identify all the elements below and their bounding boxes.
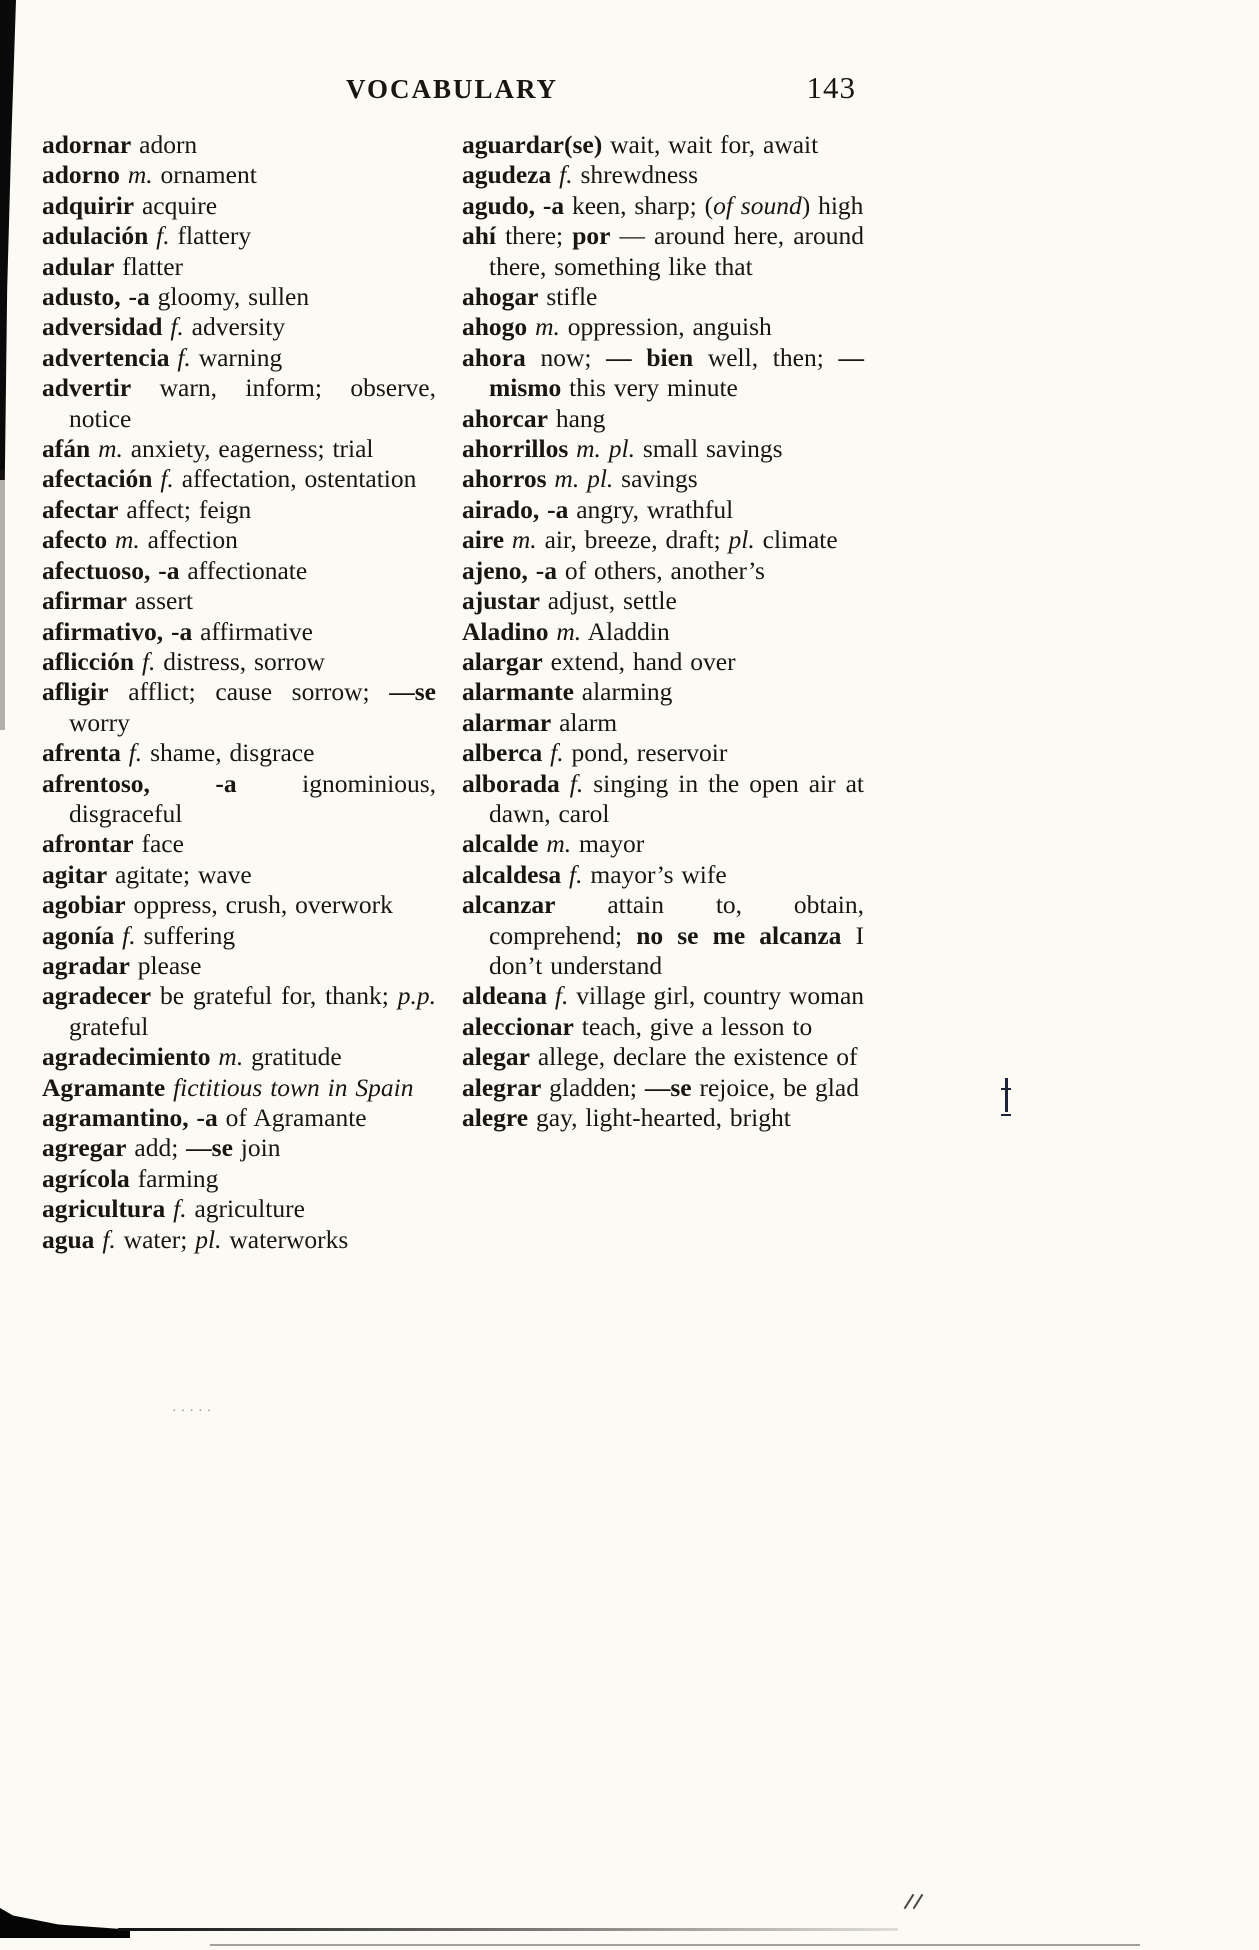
definition-text	[121, 738, 129, 767]
headword: alcanzar	[462, 890, 556, 920]
running-head	[42, 70, 862, 110]
dictionary-entry	[42, 829, 436, 859]
headword: alargar	[462, 646, 543, 676]
headword: afectación	[42, 464, 153, 494]
definition-text: now;	[525, 342, 607, 372]
grammar-label: f.	[156, 221, 170, 251]
headword: aleccionar	[462, 1011, 574, 1041]
dictionary-entry	[462, 586, 864, 616]
definition-text: hang	[547, 403, 606, 433]
definition-text	[165, 1194, 173, 1223]
definition-text: extend, hand over	[542, 646, 736, 676]
vocabulary-text-block	[42, 130, 864, 1255]
dictionary-entry	[42, 738, 436, 768]
grammar-label: m.	[127, 160, 153, 190]
definition-text: gloomy, sullen	[149, 282, 310, 312]
definition-text: mayor	[571, 829, 645, 859]
dictionary-entry	[462, 160, 864, 190]
headword: aflicción	[42, 646, 135, 676]
dictionary-entry	[42, 191, 436, 221]
headword: agramantino, -a	[42, 1103, 218, 1132]
definition-text: there;	[496, 221, 573, 251]
headword: — bien	[606, 342, 694, 372]
left-column	[42, 130, 436, 1255]
dictionary-entry	[462, 556, 864, 586]
definition-text: pond, reservoir	[563, 738, 728, 768]
definition-text: I don’t understand	[489, 920, 864, 980]
grammar-label: fictitious town in Spain	[173, 1072, 414, 1102]
definition-text: ornament	[152, 160, 257, 190]
definition-text: add;	[126, 1133, 187, 1163]
grammar-label: m.	[556, 616, 582, 646]
right-column	[462, 130, 864, 1255]
headword: adorno	[42, 160, 120, 190]
dictionary-entry	[42, 252, 436, 282]
dictionary-entry	[42, 343, 436, 373]
definition-text: wait, wait for, await	[602, 130, 819, 159]
definition-text: attain to, obtain, comprehend;	[489, 890, 864, 950]
definition-text: affectation, ostentation	[173, 464, 417, 494]
definition-text	[560, 769, 570, 798]
definition-text: angry, wrathful	[568, 494, 734, 524]
headword: agobiar	[42, 890, 126, 920]
definition-text: affection	[139, 525, 238, 555]
grammar-label: f.	[177, 342, 191, 372]
grammar-label: m.	[546, 829, 572, 859]
headword: agrícola	[42, 1163, 130, 1193]
definition-text: affect; feign	[118, 494, 252, 524]
definition-text: small savings	[635, 434, 783, 464]
dictionary-entry	[42, 495, 436, 525]
headword: afectuoso, -a	[42, 555, 180, 585]
dictionary-entry	[42, 373, 436, 434]
definition-text: assert	[126, 586, 193, 616]
definition-text: please	[129, 950, 202, 980]
definition-text: waterworks	[221, 1224, 349, 1254]
headword: advertencia	[42, 342, 170, 372]
dictionary-entry	[42, 1042, 436, 1072]
dictionary-entry	[462, 495, 864, 525]
grammar-label: pl.	[728, 525, 755, 555]
dictionary-entry	[462, 434, 864, 464]
definition-text: adjust, settle	[539, 586, 677, 616]
definition-text: singing in the open air at dawn, carol	[489, 768, 865, 828]
dictionary-entry	[462, 677, 864, 707]
definition-text: stifle	[538, 282, 598, 312]
headword: adversidad	[42, 312, 163, 342]
definition-text	[561, 860, 569, 889]
definition-text	[527, 312, 535, 341]
dictionary-entry	[462, 1042, 864, 1072]
grammar-label: p.p.	[397, 981, 436, 1011]
headword: por	[572, 221, 611, 251]
dictionary-entry	[462, 617, 864, 647]
headword: adulación	[42, 221, 149, 251]
definition-text: gladden;	[541, 1072, 645, 1102]
definition-text: flattery	[169, 221, 252, 251]
definition-text: grateful	[69, 1011, 149, 1041]
definition-text: ignominious, disgraceful	[69, 768, 436, 828]
headword: —se	[389, 677, 436, 707]
definition-text: anxiety, eagerness; trial	[122, 434, 374, 464]
definition-text: ) high	[801, 190, 864, 220]
headword: alarmante	[462, 677, 574, 707]
definition-text	[551, 160, 559, 189]
dictionary-entry	[42, 1073, 436, 1103]
definition-text	[547, 981, 555, 1010]
headword: alegre	[462, 1103, 529, 1132]
definition-text: agitate; wave	[107, 859, 252, 889]
headword: aguardar(se)	[462, 130, 603, 159]
headword: afecto	[42, 525, 108, 555]
headword: ahogar	[462, 282, 539, 312]
definition-text: agriculture	[186, 1194, 305, 1224]
headword: agradecimiento	[42, 1042, 211, 1072]
page-number: 143	[806, 70, 856, 105]
dictionary-entry	[42, 769, 436, 830]
dictionary-entry	[42, 464, 436, 494]
definition-text: affirmative	[192, 616, 313, 646]
dictionary-entry	[42, 860, 436, 890]
dictionary-entry	[42, 1225, 436, 1255]
headword: adular	[42, 251, 115, 281]
dictionary-entry	[42, 525, 436, 555]
definition-text: rejoice, be glad	[691, 1072, 859, 1102]
definition-text: — around here, around there, something like that	[489, 221, 864, 281]
dictionary-entry	[42, 677, 436, 738]
headword: agricultura	[42, 1194, 166, 1224]
headword: adornar	[42, 130, 132, 159]
dictionary-entry	[42, 1103, 436, 1133]
headword: ahorcar	[462, 403, 548, 433]
dictionary-entry	[42, 1133, 436, 1163]
definition-text: gratitude	[243, 1042, 342, 1072]
dictionary-entry	[42, 617, 436, 647]
headword: alegrar	[462, 1072, 542, 1102]
definition-text: well, then;	[693, 342, 839, 372]
definition-text	[542, 738, 550, 767]
grammar-label: pl.	[195, 1224, 222, 1254]
grammar-label: f.	[170, 312, 184, 342]
definition-text: adversity	[183, 312, 286, 342]
headword: ahorrillos	[462, 434, 569, 464]
scan-binding-shadow-fade	[0, 470, 5, 730]
definition-text: distress, sorrow	[155, 646, 325, 676]
grammar-label: m.	[218, 1042, 244, 1072]
pencil-slash-marks	[900, 1893, 930, 1913]
grammar-label: m.	[535, 312, 560, 342]
dictionary-entry	[462, 312, 864, 342]
dictionary-entry	[42, 282, 436, 312]
dictionary-entry	[42, 160, 436, 190]
margin-pen-mark	[1001, 1078, 1011, 1118]
definition-text: water;	[115, 1224, 196, 1254]
definition-text	[120, 160, 128, 189]
dictionary-entry	[42, 312, 436, 342]
definition-text: acquire	[134, 190, 218, 220]
headword: no se me alcanza	[636, 920, 842, 950]
grammar-label: f.	[559, 160, 573, 190]
dictionary-entry	[462, 464, 864, 494]
headword: agonía	[42, 920, 115, 950]
headword: agradar	[42, 950, 130, 980]
headword: agregar	[42, 1133, 127, 1163]
headword: afectar	[42, 494, 119, 524]
headword: advertir	[42, 373, 132, 403]
scan-bottom-shadow	[0, 1908, 130, 1938]
grammar-label: f.	[554, 981, 569, 1011]
dictionary-entry	[42, 130, 436, 160]
dictionary-entry	[462, 708, 864, 738]
dictionary-entry	[462, 738, 864, 768]
dictionary-entry	[462, 1012, 864, 1042]
definition-text: gay, light-hearted, bright	[528, 1103, 791, 1132]
definition-text: of Agramante	[217, 1103, 367, 1132]
dictionary-entry	[42, 890, 436, 920]
headword: afrenta	[42, 738, 121, 768]
headword: afrentoso, -a	[42, 768, 237, 798]
definition-text: oppression, anguish	[559, 312, 772, 342]
dictionary-entry	[462, 404, 864, 434]
headword: afirmar	[42, 586, 127, 616]
headword: alberca	[462, 738, 543, 768]
headword: Agramante	[42, 1072, 166, 1102]
dictionary-entry	[42, 981, 436, 1042]
grammar-label: m. pl.	[554, 464, 614, 494]
dictionary-entry	[462, 282, 864, 312]
definition-text	[134, 647, 142, 676]
dictionary-entry	[462, 829, 864, 859]
definition-text: allege, declare the existence of	[529, 1042, 858, 1072]
definition-text: warning	[190, 342, 283, 372]
grammar-label: f.	[128, 738, 143, 768]
headword: ajeno, -a	[462, 555, 557, 585]
headword: agitar	[42, 859, 108, 889]
definition-text: oppress, crush, overwork	[125, 890, 393, 920]
grammar-label: m. pl.	[576, 434, 635, 464]
definition-text: air, breeze, draft;	[536, 525, 729, 555]
headword: alarmar	[462, 707, 552, 737]
definition-text	[504, 525, 512, 554]
headword: ahí	[462, 221, 497, 251]
definition-text: shame, disgrace	[142, 738, 315, 768]
definition-text: join	[232, 1133, 281, 1163]
headword: alegar	[462, 1042, 530, 1072]
grammar-label: f.	[122, 920, 136, 950]
grammar-label: m.	[98, 434, 123, 464]
grammar-label: f.	[550, 738, 564, 768]
definition-text: alarming	[573, 677, 673, 707]
grammar-label: m.	[115, 525, 140, 555]
definition-text	[148, 221, 156, 250]
dictionary-entry	[462, 221, 864, 282]
definition-text	[165, 1073, 173, 1102]
headword: afrontar	[42, 829, 134, 859]
definition-text	[568, 434, 576, 463]
headword: — mismo	[489, 342, 864, 403]
headword: aire	[462, 525, 505, 555]
dictionary-entry	[42, 951, 436, 981]
headword: aldeana	[462, 981, 548, 1011]
headword: ajustar	[462, 586, 540, 616]
grammar-label: f.	[160, 464, 174, 494]
headword: alcaldesa	[462, 859, 562, 889]
grammar-label: of sound	[713, 190, 802, 220]
grammar-label: f.	[141, 646, 156, 676]
grammar-label: f.	[569, 859, 583, 889]
definition-text: suffering	[135, 920, 236, 950]
dictionary-entry	[462, 890, 864, 981]
dictionary-entry	[42, 1164, 436, 1194]
definition-text: farming	[129, 1163, 219, 1193]
headword: agradecer	[42, 981, 152, 1011]
scan-dot-noise: ·····	[172, 1404, 216, 1419]
headword: —se	[644, 1072, 692, 1102]
page-title: VOCABULARY	[345, 74, 559, 104]
definition-text	[90, 434, 98, 463]
definition-text: shrewdness	[572, 160, 699, 190]
headword: alcalde	[462, 829, 539, 859]
definition-text: of others, another’s	[556, 555, 765, 585]
grammar-label: f.	[569, 768, 584, 798]
dictionary-entry	[462, 647, 864, 677]
dictionary-entry	[42, 921, 436, 951]
definition-text: this very minute	[561, 373, 738, 403]
definition-text: climate	[754, 525, 838, 555]
definition-text	[107, 525, 115, 554]
headword: agudeza	[462, 160, 552, 190]
definition-text: flatter	[114, 251, 184, 281]
headword: afirmativo, -a	[42, 616, 193, 646]
scan-bottom-line	[118, 1928, 898, 1931]
headword: afán	[42, 434, 91, 464]
headword: adquirir	[42, 190, 135, 220]
headword: Aladino	[462, 616, 549, 646]
definition-text: savings	[613, 464, 698, 494]
definition-text: warn, inform; observe, notice	[69, 373, 436, 433]
definition-text: mayor’s wife	[582, 859, 727, 889]
headword: airado, -a	[462, 494, 569, 524]
headword: afligir	[42, 677, 109, 707]
grammar-label: f.	[102, 1224, 116, 1254]
dictionary-entry	[42, 434, 436, 464]
dictionary-entry	[42, 1194, 436, 1224]
headword: ahorros	[462, 464, 547, 494]
definition-text: affectionate	[179, 555, 308, 585]
dictionary-entry	[42, 221, 436, 251]
grammar-label: f.	[173, 1194, 187, 1224]
dictionary-entry	[462, 191, 864, 221]
definition-text: Aladdin	[581, 616, 670, 646]
definition-text: be grateful for, thank;	[151, 981, 398, 1011]
dictionary-entry	[42, 586, 436, 616]
headword: ahogo	[462, 312, 528, 342]
definition-text: adorn	[131, 130, 198, 159]
definition-text: face	[133, 829, 184, 859]
definition-text: keen, sharp; (	[564, 190, 714, 220]
dictionary-entry	[42, 647, 436, 677]
headword: ahora	[462, 342, 526, 372]
dictionary-entry	[462, 860, 864, 890]
dictionary-entry	[462, 1073, 864, 1103]
headword: agua	[42, 1224, 95, 1254]
dictionary-entry	[462, 1103, 864, 1133]
dictionary-entry	[462, 769, 864, 830]
definition-text: afflict; cause sorrow;	[108, 677, 390, 707]
scan-page-edge-line	[210, 1944, 1140, 1946]
dictionary-entry	[462, 981, 864, 1011]
dictionary-entry	[462, 130, 864, 160]
scan-binding-shadow	[0, 0, 16, 480]
definition-text: village girl, country woman	[568, 981, 865, 1011]
dictionary-entry	[42, 556, 436, 586]
headword: alborada	[462, 768, 560, 798]
definition-text: teach, give a lesson to	[573, 1011, 813, 1041]
dictionary-entry	[462, 525, 864, 555]
definition-text	[114, 921, 122, 950]
definition-text: worry	[69, 707, 130, 737]
definition-text: alarm	[551, 707, 618, 737]
grammar-label: m.	[511, 525, 537, 555]
headword: —se	[186, 1133, 233, 1163]
headword: agudo, -a	[462, 190, 565, 220]
dictionary-entry	[462, 343, 864, 404]
headword: adusto, -a	[42, 282, 150, 312]
